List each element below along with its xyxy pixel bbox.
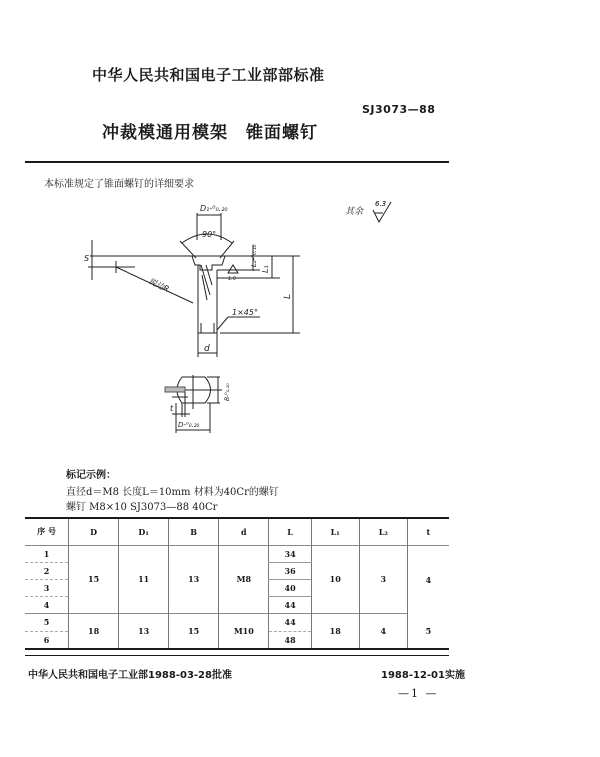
header-divider: [25, 161, 449, 163]
cell-L: 40: [269, 579, 311, 596]
cell-d: M8: [219, 545, 269, 613]
cell-L1: 18: [311, 613, 359, 649]
implementation-date: 1988-12-01实施: [381, 670, 465, 681]
page-number: —1 —: [398, 687, 439, 700]
label-slot-t: t: [170, 404, 174, 413]
cell-t-group: [407, 545, 449, 649]
cell-L: 36: [269, 562, 311, 579]
header-L2: L₂: [359, 518, 407, 545]
screw-side-view-drawing: [60, 195, 320, 365]
label-slot-width: B-⁰₀.₂₀: [224, 383, 231, 401]
label-diameter-d: D-⁰₀.₂₀: [178, 421, 200, 429]
header-D: D: [69, 518, 119, 545]
header-B: B: [169, 518, 219, 545]
cell-B: 15: [169, 613, 219, 649]
label-chamfer: 1×45°: [232, 308, 258, 317]
marking-example-line-2: 螺钉 M8×10 SJ3073—88 40Cr: [66, 502, 218, 513]
cell-no: 4: [43, 599, 50, 610]
label-head-diameter: D₁-⁰₀.₂₀: [200, 204, 228, 213]
document-title: [102, 118, 318, 143]
screw-top-view-drawing: [160, 375, 270, 455]
cell-D: 15: [69, 545, 119, 613]
header-t: t: [407, 518, 449, 545]
cell-no: 5: [25, 613, 69, 632]
scope-statement: 本标准规定了锥面螺钉的详细要求: [44, 179, 194, 190]
standard-code: SJ3073—88: [362, 103, 436, 116]
cell-t: 5: [425, 625, 432, 636]
label-roughness-local: 1.6: [228, 276, 236, 282]
title-part-2: 锥面螺钉: [246, 123, 318, 143]
cell-L: 44: [269, 596, 311, 613]
label-l1: L₁: [261, 265, 270, 273]
cell-L: 34: [269, 545, 311, 562]
cell-t: 4: [425, 574, 432, 585]
roughness-symbol-icon: [372, 198, 396, 224]
dimension-table: [25, 517, 449, 650]
table-row: [25, 613, 449, 632]
cell-B: 13: [169, 545, 219, 613]
table-header-row: [25, 518, 449, 545]
roughness-note-label: 其余: [345, 207, 364, 217]
cell-L: 44: [269, 613, 311, 632]
cell-L2: 4: [359, 613, 407, 649]
marking-example-title: 标记示例：: [66, 470, 116, 481]
cell-L2: 3: [359, 545, 407, 613]
label-s: S: [84, 254, 90, 263]
cell-no: 6: [43, 634, 50, 645]
header-D1: D₁: [119, 518, 169, 545]
cell-L1: 10: [311, 545, 359, 613]
approval-note: 中华人民共和国电子工业部1988-03-28批准: [28, 670, 232, 681]
table-row: [25, 545, 449, 562]
header-L: L: [269, 518, 311, 545]
cell-no: 3: [25, 579, 69, 596]
label-l2: L₂-⁰₀.₁₀: [250, 244, 258, 267]
cell-no: 2: [25, 562, 69, 579]
header-L1: L₁: [311, 518, 359, 545]
marking-example-line-1: 直径d＝M8 长度L＝10mm 材料为40Cr的螺钉: [66, 487, 279, 498]
cell-no: 1: [25, 545, 69, 562]
cell-d: M10: [219, 613, 269, 649]
cell-L: 48: [269, 632, 311, 649]
label-angle: 90°: [202, 230, 217, 239]
header-d: d: [219, 518, 269, 545]
issuing-organization: 中华人民共和国电子工业部部标准: [92, 66, 325, 84]
roughness-value: 6.3: [375, 200, 387, 208]
label-d: d: [204, 344, 210, 354]
cell-D: 18: [69, 613, 119, 649]
label-l: L: [283, 293, 293, 299]
label-radius: 锐边R: [147, 276, 171, 294]
cell-D1: 11: [119, 545, 169, 613]
footer-divider: [25, 655, 449, 656]
header-no: 序 号: [37, 526, 56, 537]
title-part-1: 冲裁模通用模架: [102, 123, 228, 143]
cell-D1: 13: [119, 613, 169, 649]
